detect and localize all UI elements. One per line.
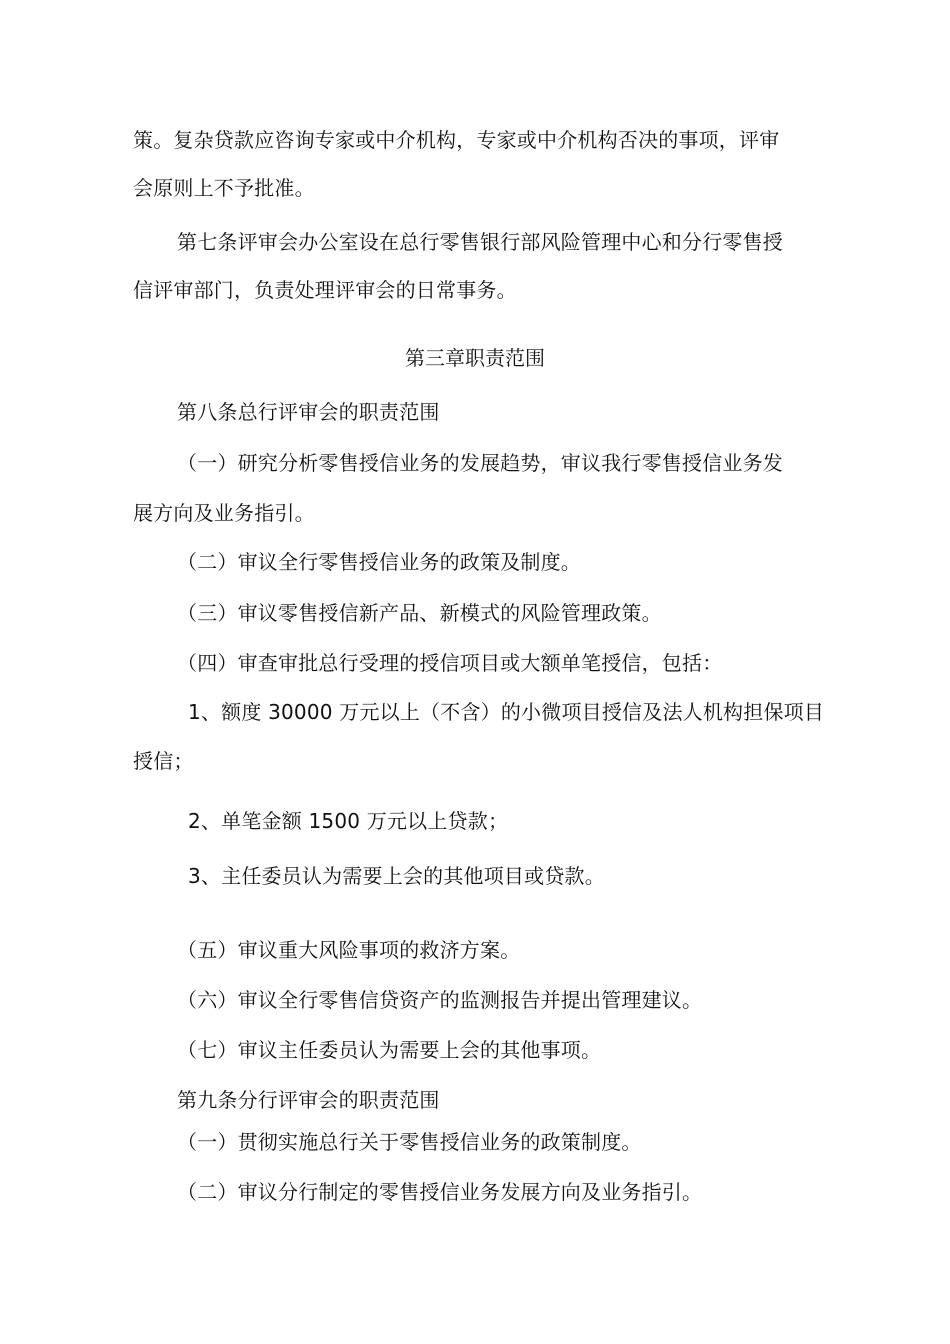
article-8-item-5: （五）审议重大风险事项的救济方案。 <box>177 938 521 962</box>
article-8-item-7: （七）审议主任委员认为需要上会的其他事项。 <box>177 1038 602 1062</box>
article-8-item-4-sub-1-line-1: 1、额度 30000 万元以上（不含）的小微项目授信及法人机构担保项目 <box>188 700 825 724</box>
article-8-item-2: （二）审议全行零售授信业务的政策及制度。 <box>177 550 581 574</box>
article-7-line-2: 信评审部门，负责处理评审会的日常事务。 <box>133 278 517 302</box>
article-8-item-4: （四）审查审批总行受理的授信项目或大额单笔授信，包括： <box>177 651 723 675</box>
article-8-item-4-sub-2: 2、单笔金额 1500 万元以上贷款； <box>188 809 509 833</box>
article-7-line-1: 第七条评审会办公室设在总行零售银行部风险管理中心和分行零售授 <box>177 230 783 254</box>
paragraph-continuation-line-1: 策。复杂贷款应咨询专家或中介机构，专家或中介机构否决的事项，评审 <box>133 128 780 152</box>
chapter-3-heading: 第三章职责范围 <box>405 346 545 370</box>
article-8-item-6: （六）审议全行零售信贷资产的监测报告并提出管理建议。 <box>177 988 703 1012</box>
article-9-title: 第九条分行评审会的职责范围 <box>177 1088 440 1112</box>
article-8-item-1-line-1: （一）研究分析零售授信业务的发展趋势，审议我行零售授信业务发 <box>177 451 783 475</box>
article-9-item-1: （一）贯彻实施总行关于零售授信业务的政策制度。 <box>177 1130 642 1154</box>
article-9-item-2: （二）审议分行制定的零售授信业务发展方向及业务指引。 <box>177 1180 703 1204</box>
article-8-item-1-line-2: 展方向及业务指引。 <box>133 501 315 525</box>
article-8-item-4-sub-1-line-2: 授信； <box>133 749 194 773</box>
paragraph-continuation-line-2: 会原则上不予批准。 <box>133 176 315 200</box>
article-8-item-4-sub-3: 3、主任委员认为需要上会的其他项目或贷款。 <box>188 864 605 888</box>
article-8-item-3: （三）审议零售授信新产品、新模式的风险管理政策。 <box>177 601 662 625</box>
article-8-title: 第八条总行评审会的职责范围 <box>177 400 440 424</box>
